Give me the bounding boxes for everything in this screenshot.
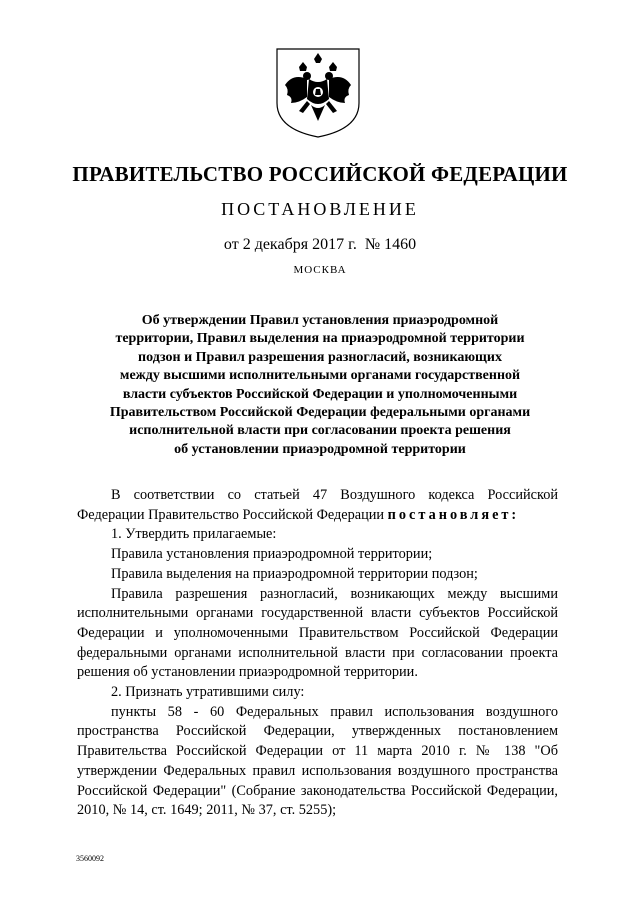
intro-verb: постановляет: — [387, 506, 520, 523]
coat-of-arms-icon — [273, 45, 363, 140]
item-1: 1. Утвердить прилагаемые: — [111, 526, 277, 543]
document-body — [77, 486, 558, 821]
title-line: Об утверждении Правил установления приаэродромной — [141, 313, 499, 328]
title-line: Правительством Российской Федерации федеральными органами — [109, 405, 531, 421]
intro-text: В соответствии со статьей 47 Воздушного кодекса Российской Федерации Правительство Российской Федерации — [77, 487, 558, 523]
government-title: ПРАВИТЕЛЬСТВО РОССИЙСКОЙ ФЕДЕРАЦИИ — [72, 162, 568, 186]
title-line: исполнительной власти при согласовании проекта решения — [129, 423, 511, 439]
title-line: между высшими исполнительными органами государственной — [119, 368, 521, 384]
document-date-number: от 2 декабря 2017 г. № 1460 — [223, 236, 417, 253]
rule-3: Правила разрешения разногласий, возникающих между высшими исполнительными органами государственной власти субъектов Российской Федерации и уполномоченными Правительством Российской Федерации федеральными органами исполнительной власти при согласовании проекта решения об установлении приаэродромной территории. — [77, 585, 558, 681]
item-2: 2. Признать утратившими силу: — [111, 684, 305, 701]
document-code: 3560092 — [76, 854, 104, 863]
title-line: подзон и Правил разрешения разногласий, возникающих — [138, 349, 502, 365]
document-type: ПОСТАНОВЛЕНИЕ — [221, 199, 419, 219]
title-line: территории, Правил выделения на приаэродромной территории — [115, 331, 525, 347]
rule-2: Правила выделения на приаэродромной территории подзон; — [111, 565, 478, 582]
document-title — [90, 312, 550, 459]
title-line: власти субъектов Российской Федерации и уполномоченными — [122, 386, 518, 402]
city: МОСКВА — [293, 264, 347, 276]
intro-paragraph — [77, 486, 558, 525]
rule-1: Правила установления приаэродромной территории; — [111, 546, 433, 563]
title-line: об установлении приаэродромной территории — [174, 441, 466, 457]
item-2-text: пункты 58 - 60 Федеральных правил использования воздушного пространства Российской Федерации, утвержденных постановлением Правительства Российской Федерации от 11 марта 2010 г. № 138 "Об утверждении Федеральных правил использования воздушного пространства Российской Федерации" (Собрание законодательства Российской Федерации, 2010, № 14, ст. 1649; 2011, № 37, ст. 5255); — [77, 703, 558, 819]
